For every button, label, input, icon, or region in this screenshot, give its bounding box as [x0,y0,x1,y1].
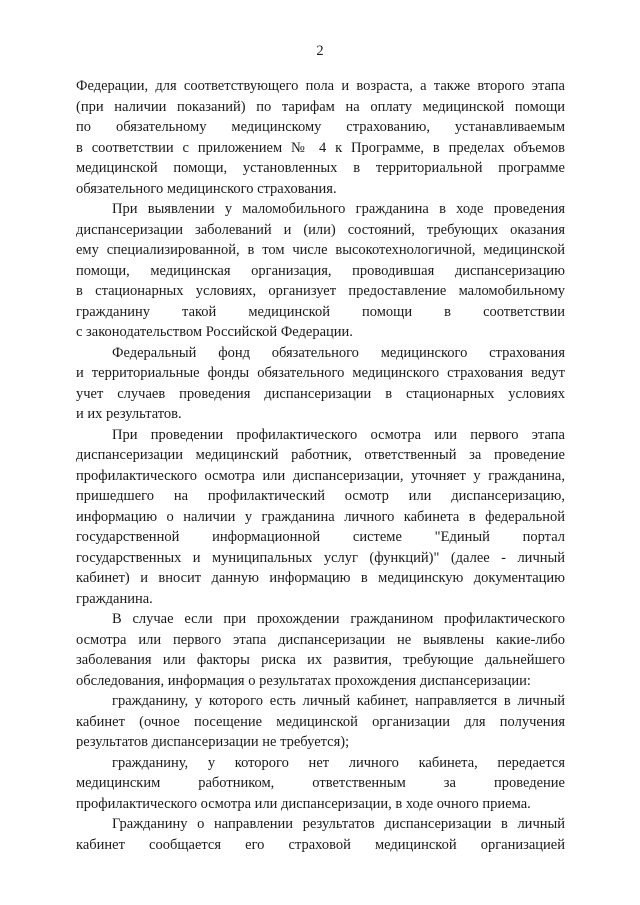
paragraph-line: обязательного медицинского страхования. [76,180,337,197]
page-number: 2 [316,43,324,59]
paragraph-line: в соответствии с приложением № 4 к Программе, в пределах объемов [76,139,565,156]
paragraph-line: ему специализированной, в том числе высокотехнологичной, медицинской [76,242,565,258]
paragraph-line: Гражданину о направлении результатов диспансеризации в личный [112,816,565,832]
paragraph [76,691,565,753]
paragraph [76,609,565,691]
paragraph-line: информацию о наличии у гражданина личного кабинета в федеральной [76,508,565,525]
paragraph-line: диспансеризации медицинский работник, ответственный за проведение [76,447,565,463]
paragraph-line: пришедшего на профилактический осмотр или диспансеризацию, [76,488,565,504]
paragraph [76,199,565,343]
paragraph-line: гражданина. [76,590,153,607]
paragraph-line: и территориальные фонды обязательного медицинского страхования ведут [76,365,565,381]
paragraph-line: обследования, информация о результатах прохождения диспансеризации: [76,672,531,689]
paragraph-line: профилактического осмотра или диспансеризации, в ходе очного приема. [76,795,531,812]
document-body [76,76,565,855]
paragraph-line: кабинет сообщается его страховой медицинской организацией [76,836,565,853]
paragraph-line: гражданину, у которого есть личный кабинет, направляется в личный [112,693,565,709]
paragraph-line: Федерации, для соответствующего пола и возраста, а также второго этапа [76,78,565,94]
paragraph-line: (при наличии показаний) по тарифам на оплату медицинской помощи [76,98,565,115]
paragraph-line: с законодательством Российской Федерации. [76,324,353,340]
paragraph-line: по обязательному медицинскому страхованию, устанавливаемым [76,119,565,135]
paragraph-line: государственной информационной системе "Единый портал [76,529,565,545]
paragraph-line: медицинской помощи, установленных в территориальной программе [76,160,565,176]
paragraph-line: При проведении профилактического осмотра или первого этапа [112,426,565,443]
paragraph [76,76,565,199]
paragraph-line: кабинет) и вносит данную информацию в медицинскую документацию [76,570,565,586]
paragraph-line: кабинет (очное посещение медицинской организации для получения [76,713,565,730]
paragraph [76,425,565,610]
paragraph [76,343,565,425]
paragraph [76,814,565,855]
paragraph-line: помощи, медицинская организация, проводившая диспансеризацию [76,262,565,279]
paragraph [76,753,565,815]
paragraph-line: результатов диспансеризации не требуется); [76,734,350,750]
paragraph-line: диспансеризации заболеваний и (или) состояний, требующих оказания [76,221,565,238]
paragraph-line: учет случаев проведения диспансеризации в стационарных условиях [76,385,565,402]
paragraph-line: В случае если при прохождении гражданином профилактического [112,611,565,627]
paragraph-line: и их результатов. [76,406,182,422]
paragraph-line: При выявлении у маломобильного гражданина в ходе проведения [112,201,565,217]
paragraph-line: гражданину, у которого нет личного кабинета, передается [112,754,565,771]
paragraph-line: осмотра или первого этапа диспансеризации не выявлены какие-либо [76,631,565,648]
paragraph-line: гражданину такой медицинской помощи в соответствии [76,303,565,320]
paragraph-line: медицинским работником, ответственным за проведение [76,775,565,791]
paragraph-line: заболевания или факторы риска их развития, требующие дальнейшего [76,652,565,668]
paragraph-line: Федеральный фонд обязательного медицинского страхования [112,344,565,361]
paragraph-line: профилактического осмотра или диспансеризации, уточняет у гражданина, [76,467,565,484]
paragraph-line: в стационарных условиях, организует предоставление маломобильному [76,283,565,299]
paragraph-line: государственных и муниципальных услуг (функций)" (далее - личный [76,549,565,566]
